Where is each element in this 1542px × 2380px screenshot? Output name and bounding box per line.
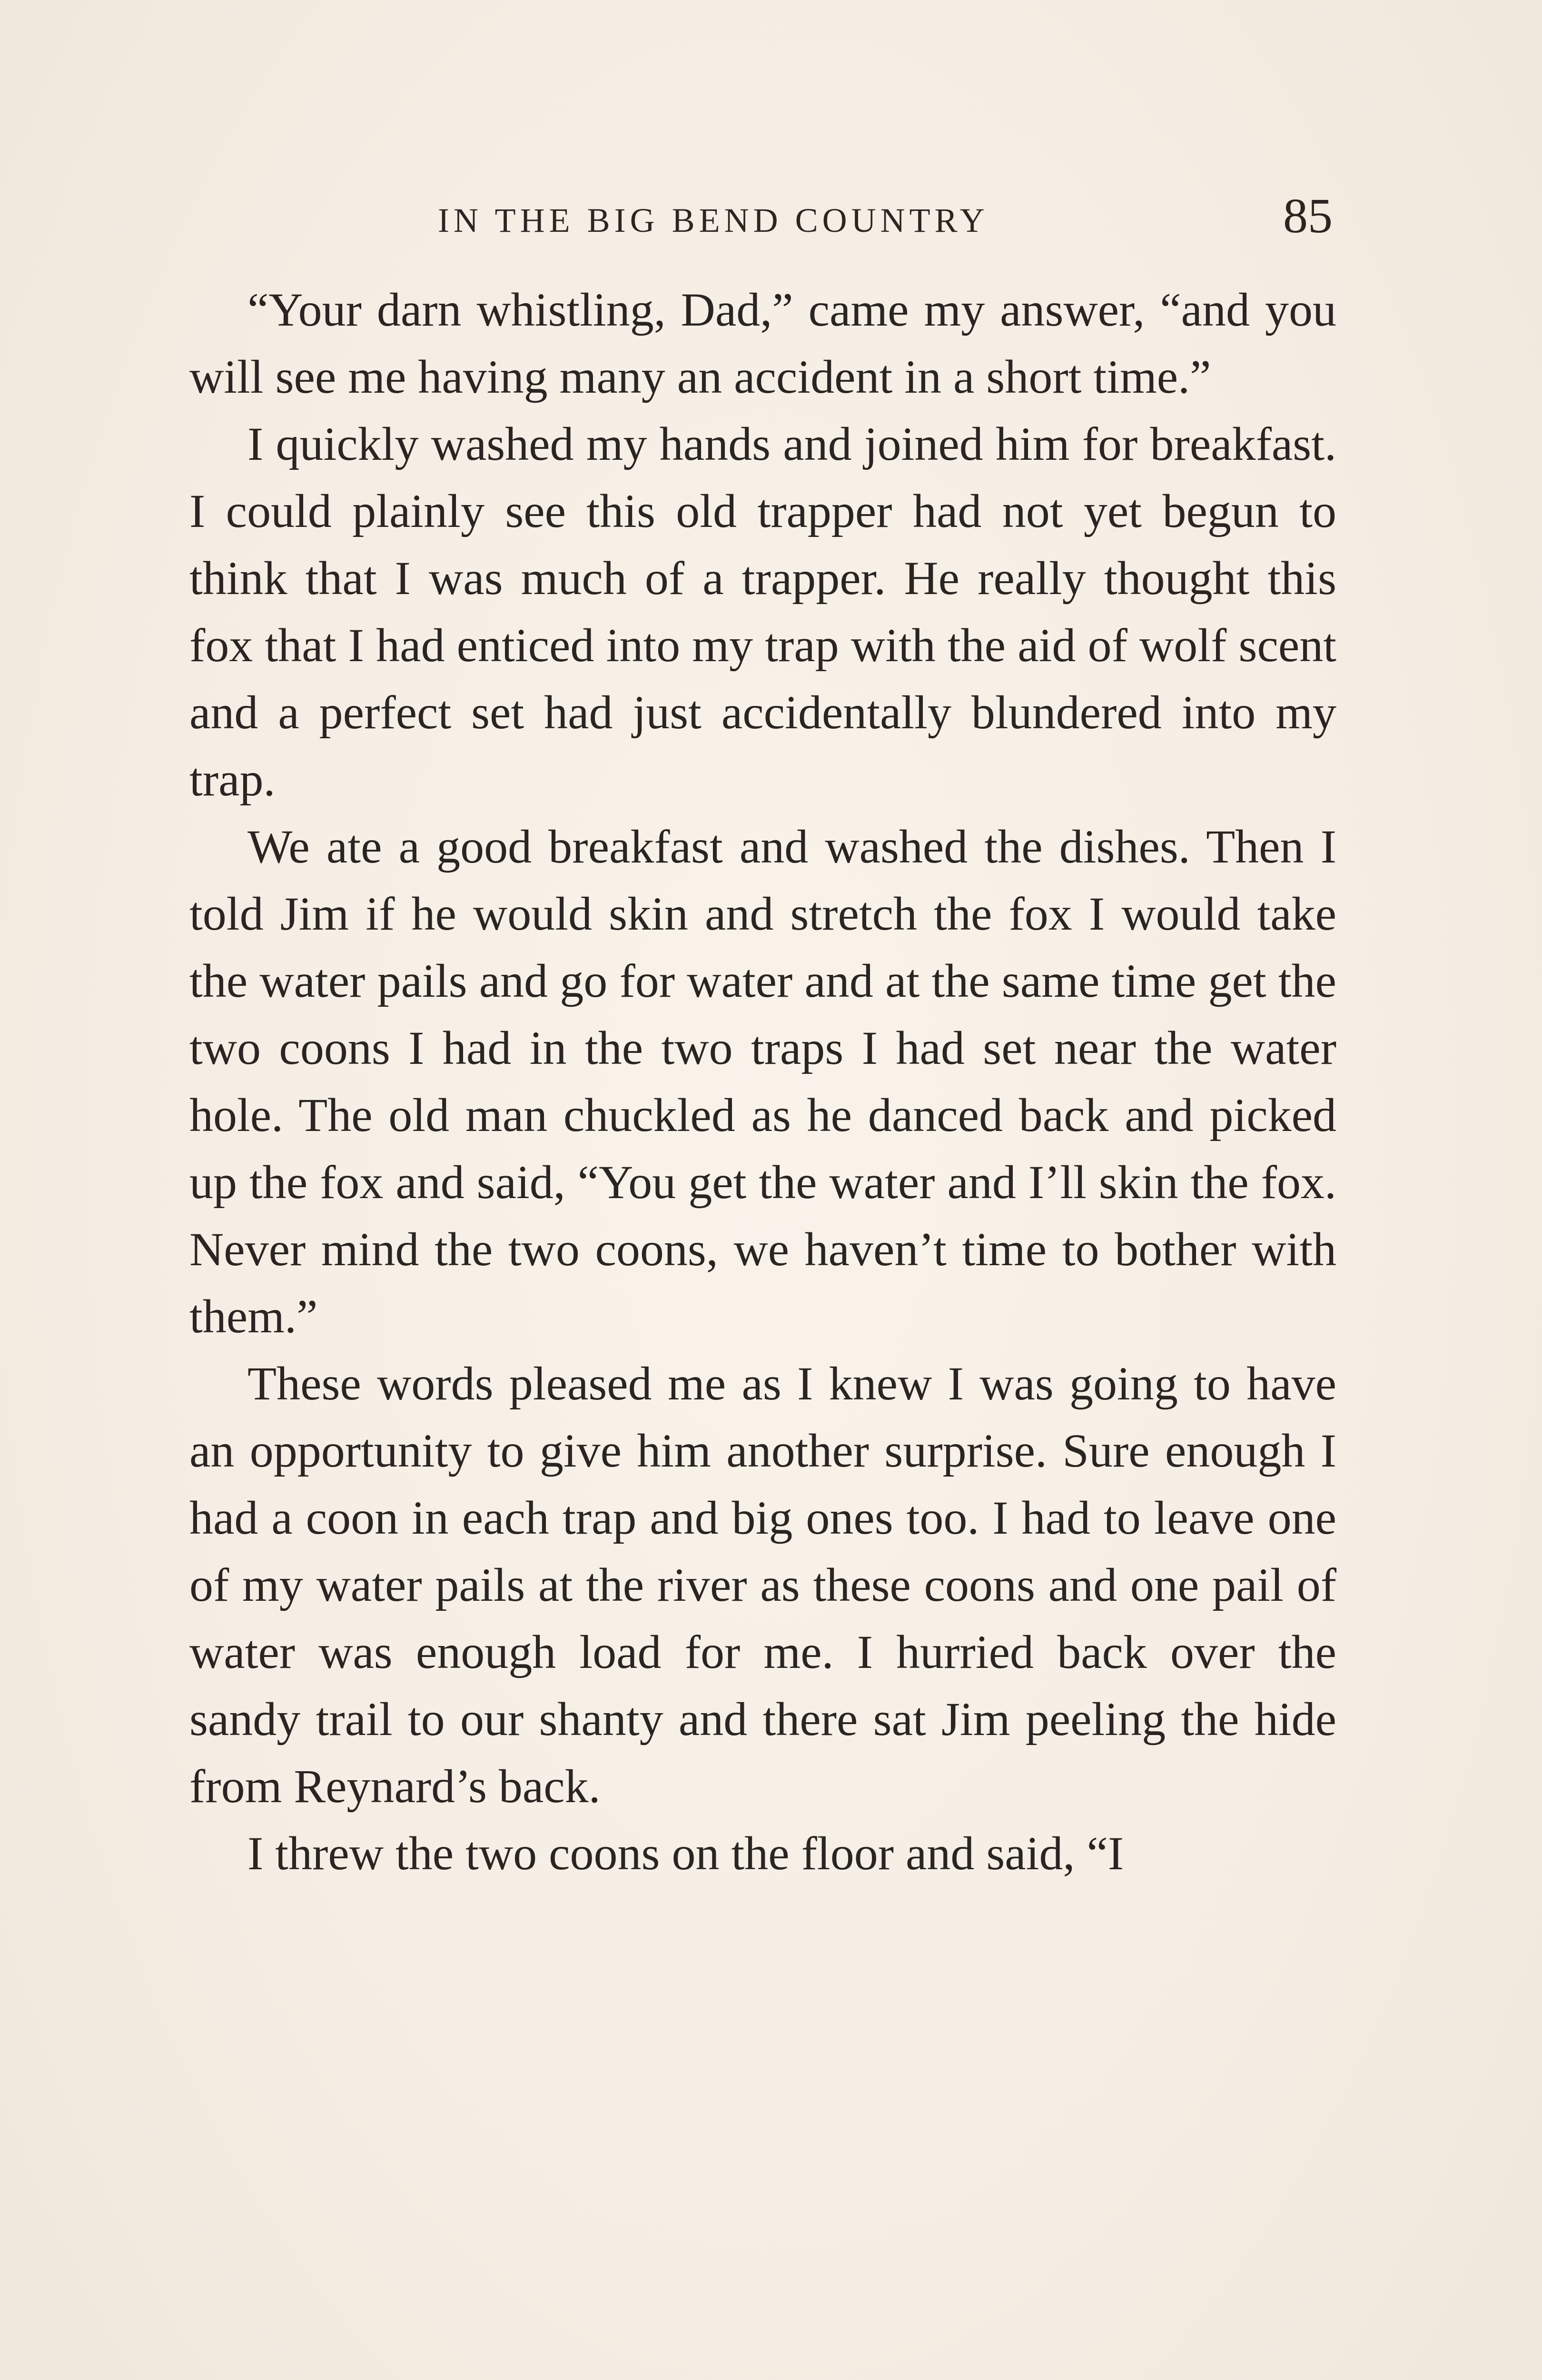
body-text [189,276,1336,1887]
running-head [190,188,1333,251]
paragraph: “Your darn whistling, Dad,” came my answer, “and you will see me having many an accident in a short time.” [189,283,1336,403]
paragraph: We ate a good breakfast and washed the dishes. Then I told Jim if he would skin and stretch the fox I would take the water pails and go for water and at the same time get the two coons I had in the two traps I had set near the water hole. The old man chuckled as he danced back and picked up the fox and said, “You get the water and I’ll skin the fox. Never mind the two coons, we haven’t time to bother with them.” [189,820,1336,1343]
paragraph: These words pleased me as I knew I was going to have an opportunity to give him another surprise. Sure enough I had a coon in each trap and big ones too. I had to leave one of my water pails at the river as these coons and one pail of water was enough load for me. I hurried back over the sandy trail to our shanty and there sat Jim peeling the hide from Reynard’s back. [189,1357,1336,1813]
paragraph: I quickly washed my hands and joined him for breakfast. I could plainly see this old trapper had not yet begun to think that I was much of a trapper. He really thought this fox that I had enticed into my trap with the aid of wolf scent and a perfect set had just accidentally blundered into my trap. [189,417,1336,806]
paragraph: I threw the two coons on the floor and said, “I [247,1827,1124,1880]
page-number: 85 [1283,188,1333,243]
running-title: IN THE BIG BEND COUNTRY [438,201,989,239]
